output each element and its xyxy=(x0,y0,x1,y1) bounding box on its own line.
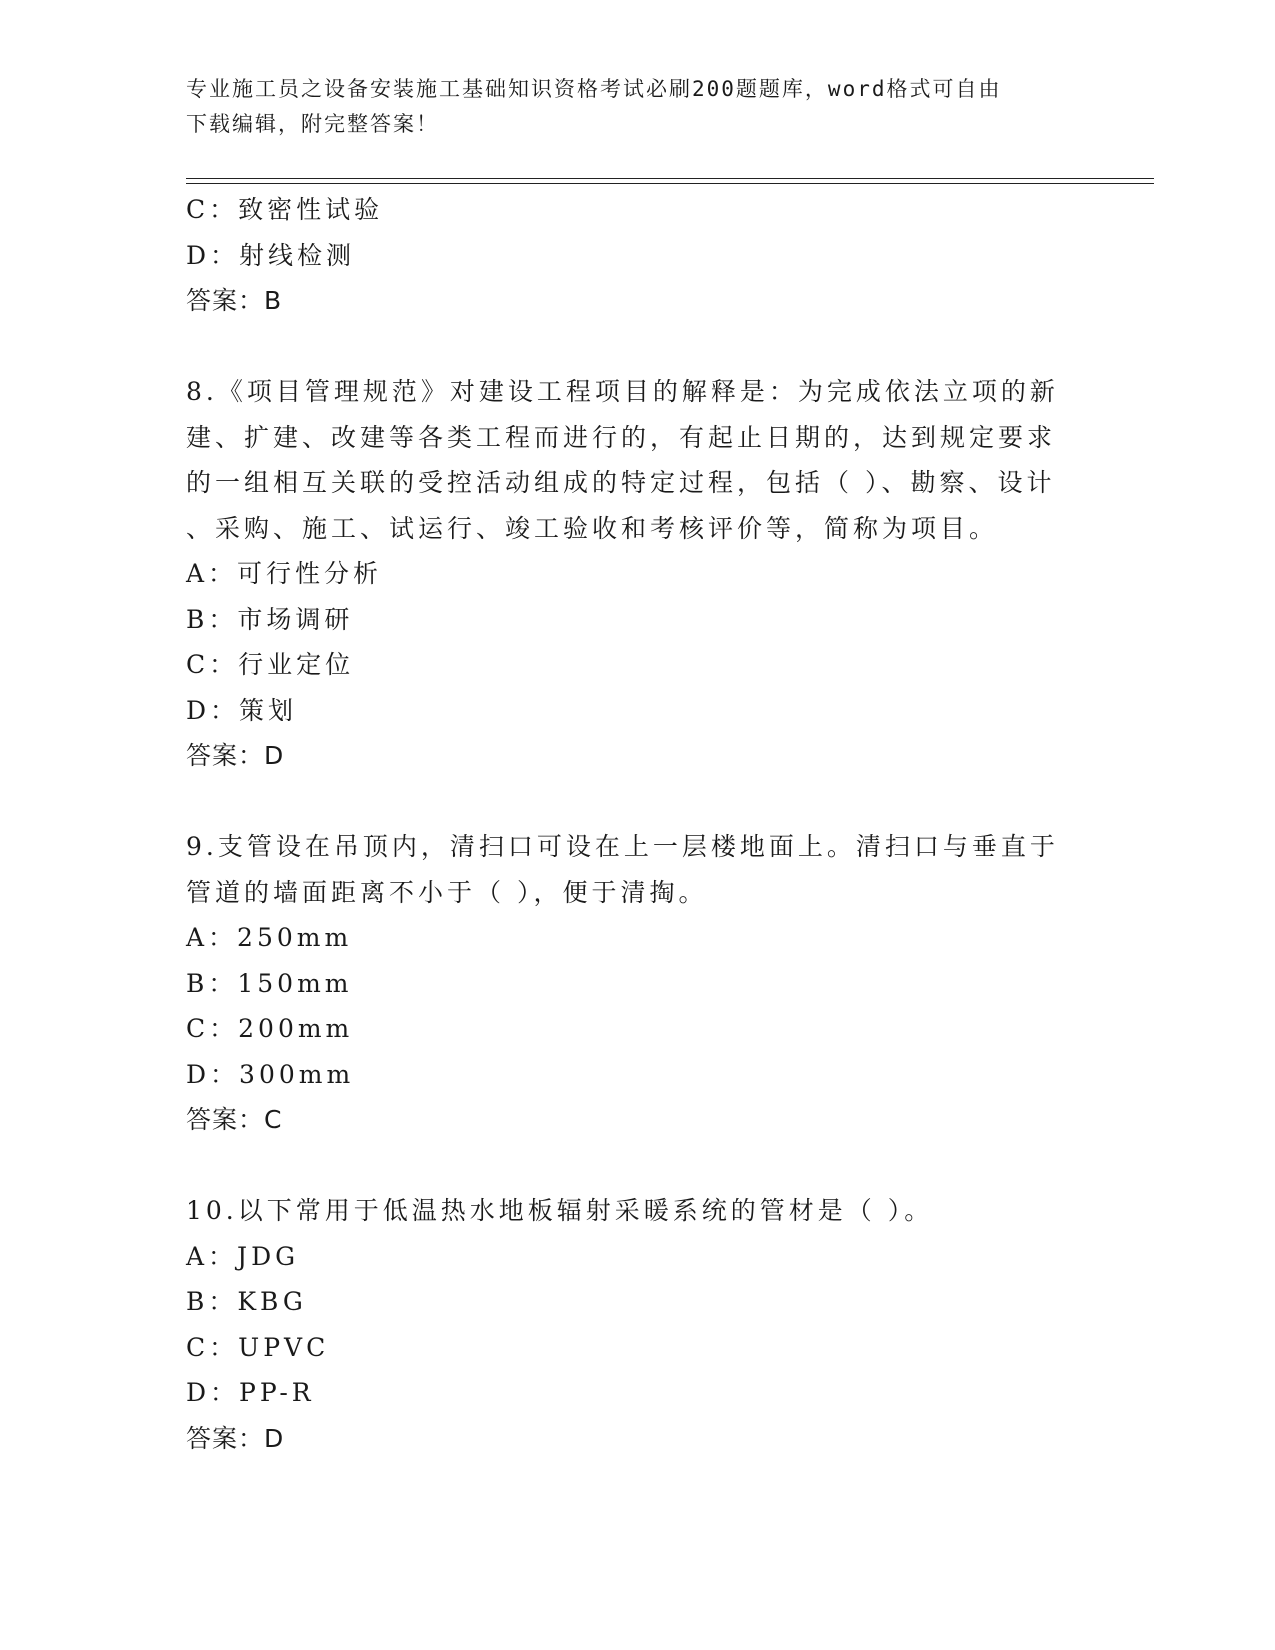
question-stem-line: 、采购、施工、试运行、竣工验收和考核评价等，简称为项目。 xyxy=(186,513,999,543)
header-line-2: 下载编辑，附完整答案！ xyxy=(186,112,439,136)
option-c: C：致密性试验 xyxy=(186,195,384,224)
option-d: D：PP-R xyxy=(186,1378,315,1407)
spacer xyxy=(186,324,1086,370)
question-8 xyxy=(186,369,1086,779)
question-10 xyxy=(186,1188,1086,1461)
option-b: B：市场调研 xyxy=(186,604,354,634)
option-c: C：UPVC xyxy=(186,1332,330,1362)
question-stem-line: 管道的墙面距离不小于（ ），便于清掏。 xyxy=(186,877,708,907)
spacer xyxy=(186,779,1086,825)
answer: 答案：D xyxy=(186,741,285,770)
document-header xyxy=(186,72,1086,142)
question-stem-line: 9.支管设在吊顶内，清扫口可设在上一层楼地面上。清扫口与垂直于 xyxy=(186,832,1059,861)
header-line-1: 专业施工员之设备安装施工基础知识资格考试必刷200题题库，word格式可自由 xyxy=(186,77,1002,101)
option-d: D：300mm xyxy=(186,1059,355,1089)
question-7-tail xyxy=(186,187,1086,324)
header-divider-bottom xyxy=(186,183,1154,184)
document-body xyxy=(186,187,1086,1461)
option-c: C：行业定位 xyxy=(186,650,355,679)
question-stem-line: 8.《项目管理规范》对建设工程项目的解释是：为完成依法立项的新 xyxy=(186,377,1059,406)
option-b: B：KBG xyxy=(186,1287,307,1316)
option-b: B：150mm xyxy=(186,968,353,998)
option-c: C：200mm xyxy=(186,1014,354,1043)
question-stem-line: 10.以下常用于低温热水地板辐射采暖系统的管材是（ ）。 xyxy=(186,1196,934,1225)
question-9 xyxy=(186,824,1086,1143)
question-stem-line: 的一组相互关联的受控活动组成的特定过程，包括（ ）、勘察、设计 xyxy=(186,468,1056,497)
option-a: A：JDG xyxy=(186,1241,300,1271)
option-d: D：射线检测 xyxy=(186,240,356,270)
option-a: A：250mm xyxy=(186,923,353,952)
option-a: A：可行性分析 xyxy=(186,559,383,588)
answer: 答案：C xyxy=(186,1105,283,1134)
header-divider-top xyxy=(186,178,1154,179)
answer: 答案：D xyxy=(186,1423,285,1453)
option-d: D：策划 xyxy=(186,695,298,725)
answer: 答案：B xyxy=(186,286,283,315)
question-stem-line: 建、扩建、改建等各类工程而进行的，有起止日期的，达到规定要求 xyxy=(186,422,1057,452)
spacer xyxy=(186,1143,1086,1189)
